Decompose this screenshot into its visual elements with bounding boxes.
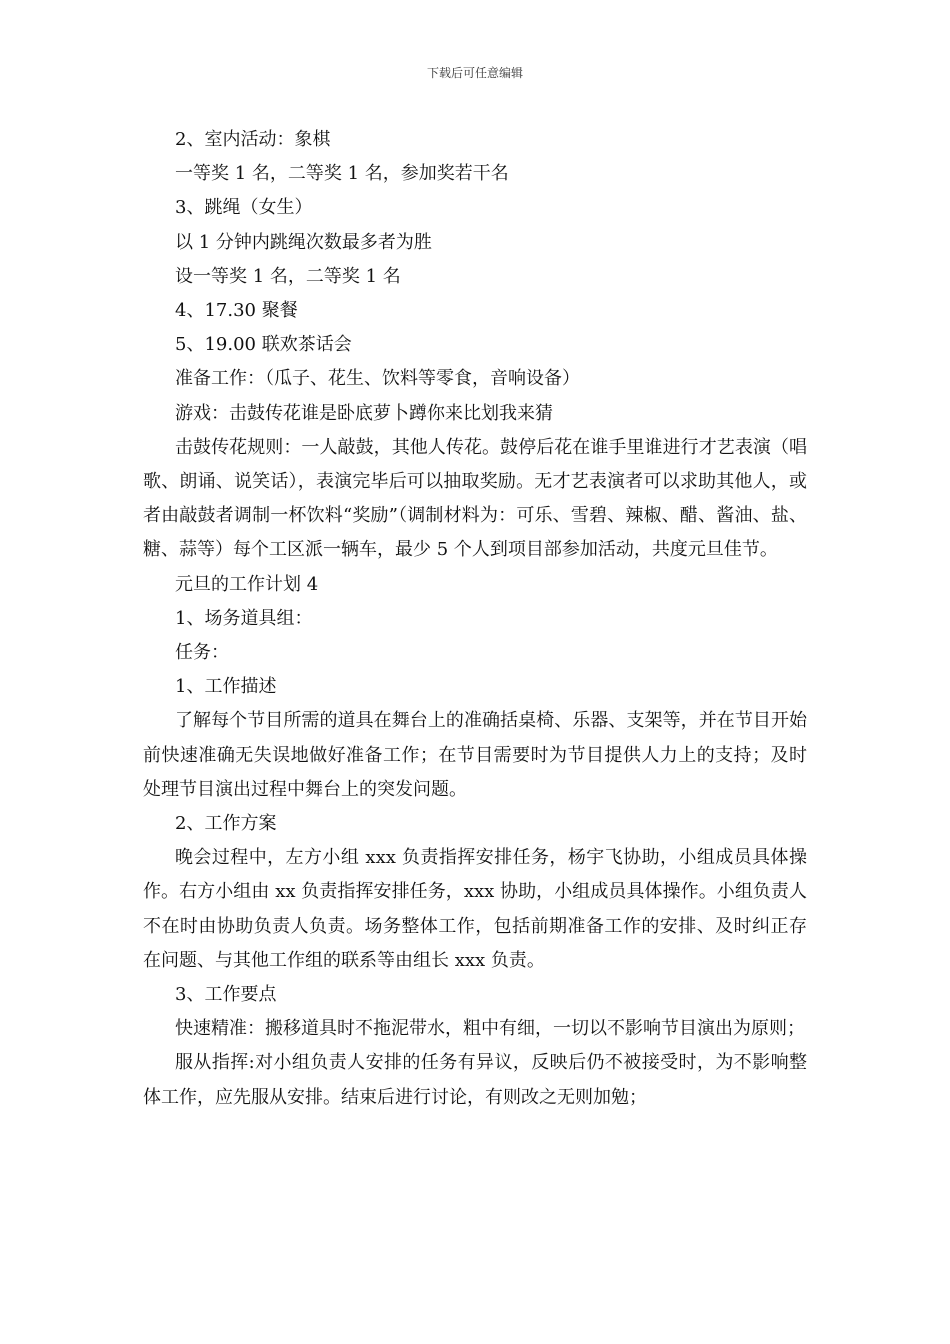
paragraph: 元旦的工作计划 4 [175,573,319,595]
paragraph: 以 1 分钟内跳绳次数最多者为胜 [175,231,432,253]
paragraph: 任务： [175,642,229,664]
paragraph: 设一等奖 1 名，二等奖 1 名 [175,265,401,287]
paragraph: 晚会过程中，左方小组 xxx 负责指挥安排任务，杨宇飞协助，小组成员具体操作。右方小组由 xx 负责指挥安排任务，xxx 协助，小组成员具体操作。小组负责人不在时由协助负责人负责。场务整体工作，包括前期准备工作的安排、及时纠正存在问题、与其他工作组的联系等由组长 xxx 负责。 [143,847,807,971]
paragraph: 2、室内活动：象棋 [175,129,331,150]
paragraph: 5、19.00 联欢茶话会 [175,334,352,356]
paragraph: 3、工作要点 [175,984,277,1006]
document-body [143,123,807,1115]
paragraph: 击鼓传花规则：一人敲鼓，其他人传花。鼓停后花在谁手里谁进行才艺表演（唱歌、朗诵、说笑话），表演完毕后可以抽取奖励。无才艺表演者可以求助其他人，或者由敲鼓者调制一杯饮料“奖励”（调制材料为：可乐、雪碧、辣椒、醋、酱油、盐、糖、蒜等）每个工区派一辆车，最少 5 个人到项目部参加活动，共度元旦佳节。 [143,436,807,561]
page-header: 下载后可任意编辑 [426,66,523,80]
paragraph: 准备工作：（瓜子、花生、饮料等零食，音响设备） [175,368,580,390]
paragraph: 1、工作描述 [175,676,277,698]
paragraph: 2、工作方案 [175,813,277,835]
paragraph: 快速精准：搬移道具时不拖泥带水，粗中有细，一切以不影响节目演出为原则； [175,1018,805,1040]
paragraph: 游戏：击鼓传花谁是卧底萝卜蹲你来比划我来猜 [175,402,553,424]
paragraph: 4、17.30 聚餐 [175,300,298,322]
paragraph: 1、场务道具组： [175,607,313,629]
paragraph: 3、跳绳（女生） [175,197,313,219]
paragraph: 一等奖 1 名，二等奖 1 名，参加奖若干名 [175,163,509,185]
paragraph: 了解每个节目所需的道具在舞台上的准确括桌椅、乐器、支架等，并在节目开始前快速准确无失误地做好准备工作；在节目需要时为节目提供人力上的支持；及时处理节目演出过程中舞台上的突发问题。 [143,710,807,800]
paragraph: 服从指挥:对小组负责人安排的任务有异议，反映后仍不被接受时，为不影响整体工作，应先服从安排。结束后进行讨论，有则改之无则加勉； [143,1052,807,1108]
